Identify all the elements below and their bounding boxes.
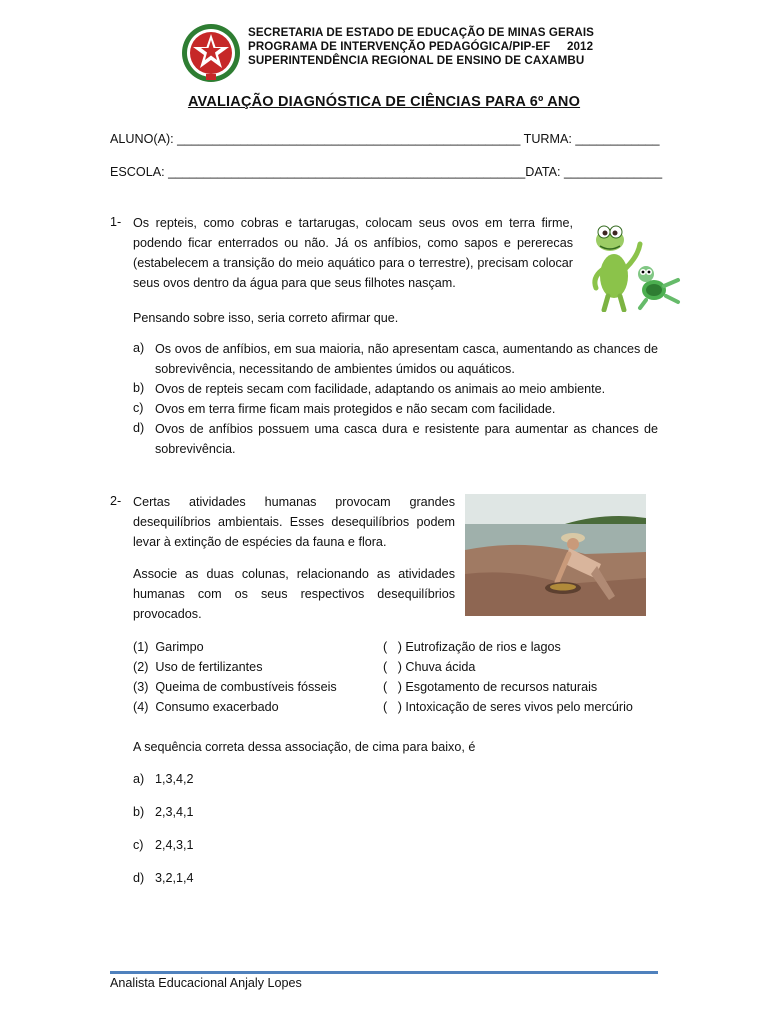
left-column-item-1: (1) Garimpo [133, 640, 204, 654]
question-2-number: 2- [110, 494, 122, 508]
q2-answer-c-text: 2,4,3,1 [155, 838, 194, 852]
footer-rule [110, 971, 658, 974]
q1-option-b-letter: b) [133, 381, 145, 395]
aluno-turma-field: ALUNO(A): _________________________________________________ TURMA: ____________ [110, 132, 660, 146]
q2-answer-c-letter: c) [133, 838, 144, 852]
q2-answer-d-letter: d) [133, 871, 145, 885]
q1-option-a-letter: a) [133, 341, 145, 355]
footer-author: Analista Educacional Anjaly Lopes [110, 976, 302, 990]
q1-option-b-text: Ovos de repteis secam com facilidade, adaptando os animais ao meio ambiente. [155, 382, 606, 396]
q1-option-d-letter: d) [133, 421, 145, 435]
left-column-item-2: (2) Uso de fertilizantes [133, 660, 263, 674]
right-column-item-1: ( ) Eutrofização de rios e lagos [383, 640, 561, 654]
question-1-prompt: Pensando sobre isso, seria correto afirmar que. [133, 311, 399, 325]
q2-answer-a-letter: a) [133, 772, 145, 786]
left-column-item-4: (4) Consumo exacerbado [133, 700, 279, 714]
frog-and-turtle-illustration [582, 218, 682, 312]
right-column-item-3: ( ) Esgotamento de recursos naturais [383, 680, 598, 694]
page-title: AVALIAÇÃO DIAGNÓSTICA DE CIÊNCIAS PARA 6º ANO [187, 94, 581, 110]
right-column-item-4: ( ) Intoxicação de seres vivos pelo mercúrio [383, 700, 633, 714]
header-line-3: SUPERINTENDÊNCIA REGIONAL DE ENSINO DE CAXAMBU [248, 54, 585, 67]
header-line-2: PROGRAMA DE INTERVENÇÃO PEDAGÓGICA/PIP-EF 2012 [248, 40, 594, 53]
q2-answer-b-letter: b) [133, 805, 145, 819]
header-line-1: SECRETARIA DE ESTADO DE EDUCAÇÃO DE MINAS GERAIS [248, 26, 594, 39]
gold-panning-photo [465, 494, 646, 616]
question-1-number: 1- [110, 215, 122, 229]
q2-answer-d-text: 3,2,1,4 [155, 871, 194, 885]
question-2-paragraph: Certas atividades humanas provocam grandes desequilíbrios ambientais. Esses desequilíbrios podem levar à extinção de espécies da fauna e flora. [133, 495, 455, 549]
q1-option-c-letter: c) [133, 401, 144, 415]
question-1-paragraph: Os repteis, como cobras e tartarugas, colocam seus ovos em terra firme, podendo ficar enterrados ou não. Já os anfíbios, como sapos e pererecas (estabelecem a transição do meio aquático para o terrestre), precisam colocar seus ovos dentro da água para que seus filhotes nasçam. [133, 216, 573, 290]
q1-option-d-text: Ovos de anfíbios possuem uma casca dura e resistente para aumentar as chances de sobrevivência. [155, 422, 658, 456]
q1-option-c-text: Ovos em terra firme ficam mais protegidos e não secam com facilidade. [155, 402, 556, 416]
left-column-item-3: (3) Queima de combustíveis fósseis [133, 680, 337, 694]
q2-answer-a-text: 1,3,4,2 [155, 772, 194, 786]
escola-data-field: ESCOLA: ___________________________________________________DATA: ______________ [110, 165, 663, 179]
q1-option-a-text: Os ovos de anfíbios, em sua maioria, não apresentam casca, aumentando as chances de sobrevivência, necessitando de ambientes úmidos ou aquáticos. [155, 342, 658, 376]
question-2-prompt: Associe as duas colunas, relacionando as atividades humanas com os seus respectivos desequilíbrios provocados. [133, 567, 455, 621]
minas-gerais-seal-icon [180, 22, 242, 84]
q2-answer-b-text: 2,3,4,1 [155, 805, 194, 819]
question-2-sequence-prompt: A sequência correta dessa associação, de cima para baixo, é [133, 740, 476, 754]
right-column-item-2: ( ) Chuva ácida [383, 660, 476, 674]
